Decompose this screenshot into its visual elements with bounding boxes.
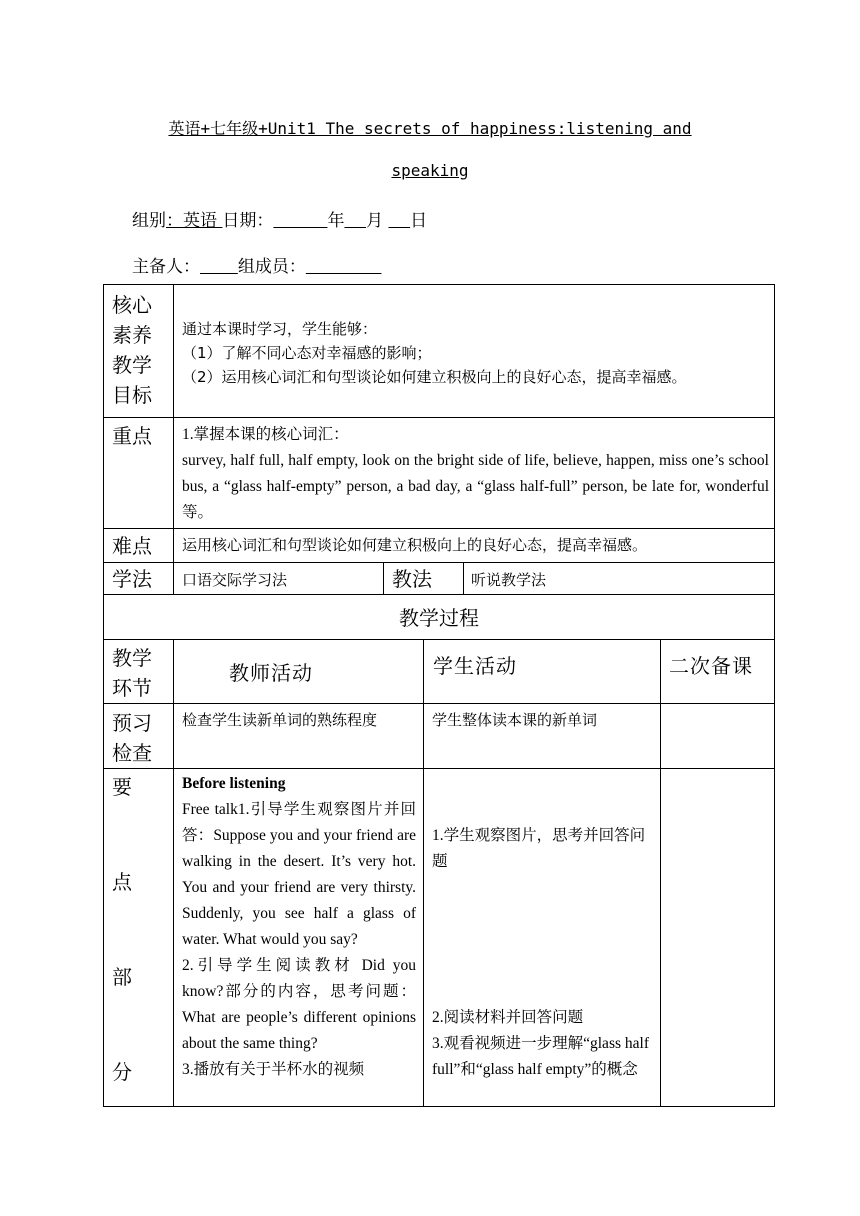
document-title-line1: 英语+七年级+Unit1 The secrets of happiness:listening and	[168, 119, 692, 138]
key-section-teacher	[182, 771, 416, 1083]
study-method-label: 学法	[112, 567, 152, 591]
preview-teacher: 检查学生读新单词的熟练程度	[182, 711, 378, 729]
document-title-line2: speaking	[391, 161, 469, 180]
members-label: 组成员：	[237, 257, 306, 277]
date-label: 日期：	[222, 211, 274, 231]
month-label: 月	[366, 211, 384, 231]
student-step-1: 1.学生观察图片，思考并回答问题	[432, 827, 646, 870]
objectives-label: 核心素养教学目标	[112, 293, 152, 407]
key-section-label-char: 点	[112, 870, 132, 894]
stage-header: 教学环节	[112, 646, 152, 700]
teacher-step-1: Free talk1.引导学生观察图片并回答：Suppose you and your friend are walking in the desert. It’s very hot. You and your friend are very thirsty. Suddenly, you see half a glass of water. What would you say?	[182, 801, 416, 948]
key-points-label: 重点	[112, 424, 152, 448]
key-points-content	[182, 422, 769, 526]
before-listening-heading: Before listening	[182, 775, 286, 792]
student-step-3: 3.观看视频进一步理解“glass half full”和“glass half empty”的概念	[432, 1035, 649, 1078]
group-label: 组别	[132, 211, 166, 231]
preview-student: 学生整体读本课的新单词	[432, 711, 598, 729]
teacher-step-2: 2.引导学生阅读教材 Did you know?部分的内容，思考问题：What are people’s different opinions about the same thing?	[182, 957, 416, 1052]
key-section-label-char: 部	[112, 965, 132, 989]
key-points-intro: 1.掌握本课的核心词汇：	[182, 426, 349, 443]
preparer-label: 主备人：	[132, 257, 200, 277]
objectives-content	[182, 317, 772, 389]
teacher-activity-header: 教师活动	[229, 661, 313, 685]
objectives-line: 通过本课时学习，学生能够：	[182, 320, 378, 338]
teaching-method-label: 教法	[392, 567, 432, 591]
difficulty-label: 难点	[112, 534, 152, 558]
key-section-label-char: 要	[112, 775, 132, 799]
student-activity-header: 学生活动	[433, 654, 517, 678]
preview-label: 预习检查	[112, 711, 152, 765]
study-method-value: 口语交际学习法	[182, 571, 288, 589]
teaching-method-value: 听说教学法	[471, 571, 547, 589]
year-label: 年	[327, 211, 345, 231]
group-value: ：英语	[166, 211, 223, 231]
process-heading: 教学过程	[399, 606, 479, 630]
student-step-2: 2.阅读材料并回答问题	[432, 1009, 584, 1026]
second-preparation-header: 二次备课	[669, 654, 753, 678]
day-label: 日	[410, 211, 428, 231]
key-section-label-char: 分	[112, 1060, 132, 1084]
objectives-line: （2）运用核心词汇和句型谈论如何建立积极向上的良好心态，提高幸福感。	[182, 368, 687, 386]
difficulty-content: 运用核心词汇和句型谈论如何建立积极向上的良好心态，提高幸福感。	[182, 536, 648, 554]
key-points-vocab: survey, half full, half empty, look on the bright side of life, believe, happen, miss one’s school bus, a “glass half-empty” person, a bad day, a “glass half-full” person, be late for, wonderful 等。	[182, 452, 769, 521]
objectives-line: （1）了解不同心态对幸福感的影响；	[182, 344, 432, 362]
teacher-step-3: 3.播放有关于半杯水的视频	[182, 1061, 365, 1078]
